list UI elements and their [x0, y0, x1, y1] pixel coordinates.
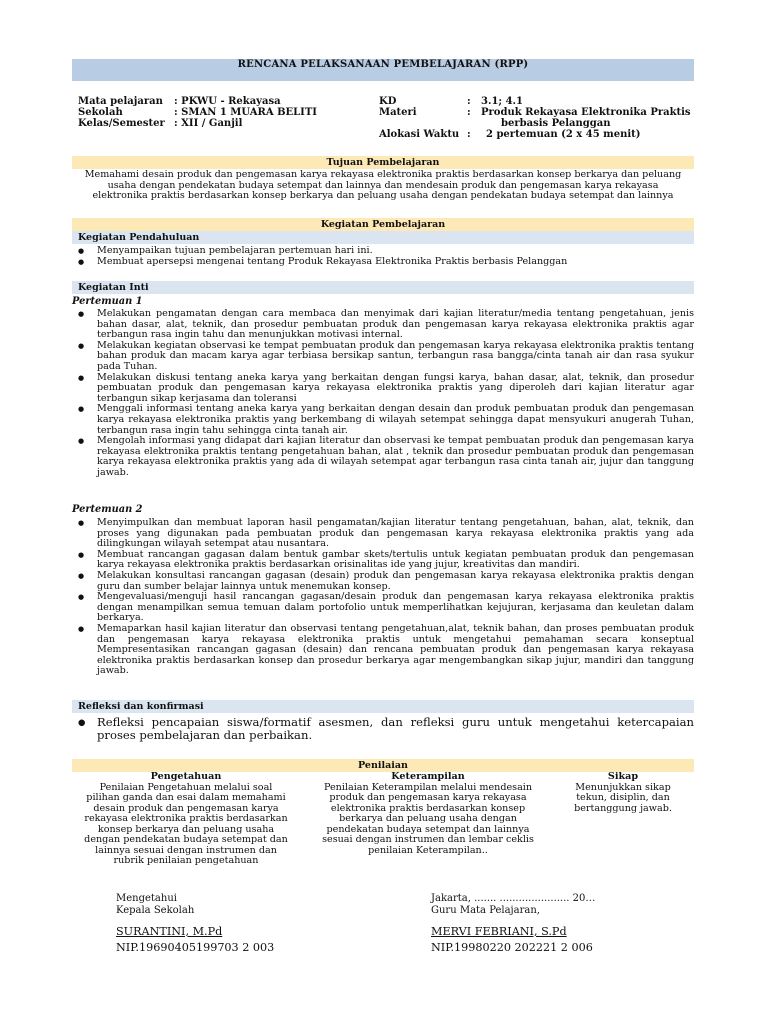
pengetahuan-line: Penilaian Pengetahuan melalui soal	[99, 781, 273, 793]
pengetahuan-line: lainnya sesuai dengan instrumen dan	[95, 844, 277, 856]
pertemuan-1-label: Pertemuan 1	[72, 296, 143, 307]
pengetahuan-heading: Pengetahuan	[150, 771, 222, 782]
keterampilan-line: penilaian Keterampilan..	[368, 844, 488, 856]
info-value: Produk Rekayasa Elektronika Praktis	[481, 107, 691, 118]
info-right	[379, 96, 691, 140]
sikap-line: bertanggung jawab.	[574, 802, 672, 814]
kegiatan-heading: Kegiatan Pembelajaran	[72, 218, 694, 231]
list-item: ● Membuat rancangan gagasan dalam bentuk gambar skets/tertulis untuk kegiatan pembuatan produk dan pengemasan karya rekayasa elektronika praktis berdasarkan orisinalitas ide yang jujur, kreativitas dan mandiri.	[72, 550, 694, 571]
tujuan-line: Memahami desain produk dan pengemasan karya rekayasa elektronika praktis berdasarkan konsep berkarya dan peluang	[84, 169, 682, 180]
keterampilan-heading: Keterampilan	[391, 771, 465, 782]
list-item: ● Membuat apersepsi mengenai tentang Produk Rekayasa Elektronika Praktis berbasis Pelanggan	[72, 257, 694, 268]
pertemuan-2-label: Pertemuan 2	[72, 504, 143, 515]
info-value: 2 pertemuan (2 x 45 menit)	[486, 129, 641, 140]
penilaian-sikap	[552, 772, 694, 814]
signature-line: Kepala Sekolah	[116, 904, 195, 916]
info-row-kd	[379, 96, 691, 107]
info-value: : SMAN 1 MUARA BELITI	[174, 107, 317, 118]
penilaian-pengetahuan	[72, 772, 300, 867]
sikap-heading: Sikap	[607, 771, 639, 782]
info-label: Kelas/Semester	[78, 118, 165, 129]
info-sep: :	[467, 96, 471, 107]
info-sep: :	[467, 129, 471, 140]
tujuan-line: usaha dengan pendekatan budaya setempat dan lainnya dan mendesain produk dan pengemasan karya rekayasa	[107, 179, 659, 191]
tujuan-line: elektronika praktis berdasarkan konsep berkarya dan peluang usaha dengan pendekatan budaya setempat dan lainnya	[92, 190, 674, 202]
signature-name: MERVI FEBRIANI, S.Pd	[431, 925, 567, 938]
info-value: : XII / Ganjil	[174, 118, 243, 129]
signature-nip: NIP.19980220 202221 2 006	[431, 940, 593, 954]
refleksi-heading: Refleksi dan konfirmasi	[72, 700, 694, 713]
pertemuan-2-list	[72, 518, 694, 677]
pengetahuan-line: konsep berkarya dan peluang usaha	[97, 823, 275, 835]
keterampilan-line: elektronika praktis berdasarkan konsep	[330, 802, 526, 814]
signature-line: Guru Mata Pelajaran,	[431, 904, 540, 916]
penilaian-keterampilan	[308, 772, 548, 856]
keterampilan-line: Penilaian Keterampilan melalui mendesain	[323, 781, 533, 793]
list-item: ● Menyampaikan tujuan pembelajaran pertemuan hari ini.	[72, 246, 694, 257]
keterampilan-line: berkarya dan peluang usaha dengan	[339, 813, 517, 824]
info-label: Alokasi Waktu	[379, 129, 460, 140]
info-label: Materi	[379, 107, 417, 118]
pengetahuan-line: desain produk dan pengemasan karya	[93, 802, 279, 814]
signature-kepala-sekolah	[116, 893, 356, 953]
penilaian-heading: Penilaian	[72, 759, 694, 772]
info-value: berbasis Pelanggan	[501, 118, 611, 129]
list-item: ● Mengolah informasi yang didapat dari kajian literatur dan observasi ke tempat pembuatan produk dan pengemasan karya rekayasa elektronika praktis tentang pengetahuan bahan, alat , teknik dan prosedur pembuatan produk dan pengemasan karya rekayasa elektronika praktis yang ada di wilayah setempat agar terbangun rasa cinta tanah air, jujur dan tanggung jawab.	[72, 436, 694, 478]
info-row-sekolah	[78, 107, 317, 118]
signature-line: Mengetahui	[116, 893, 177, 904]
list-item: ● Melakukan diskusi tentang aneka karya yang berkaitan dengan fungsi karya, bahan dasar, alat, teknik, dan prosedur pembuatan produk dan pengemasan karya rekayasa elektronika praktis yang diperoleh dari kajian literatur agar terbangun sikap kerjasama dan toleransi	[72, 373, 694, 405]
info-value: 3.1; 4.1	[481, 96, 523, 107]
keterampilan-line: sesuai dengan instrumen dan lembar ceklis	[322, 834, 534, 845]
tujuan-text	[72, 170, 694, 202]
list-item: ● Melakukan konsultasi rancangan gagasan (desain) produk dan pengemasan karya rekayasa elektronika praktis dengan guru dan sumber belajar lainnya untuk menemukan konsep.	[72, 571, 694, 592]
list-item: ● Melakukan kegiatan observasi ke tempat pembuatan produk dan pengemasan karya rekayasa elektronika praktis tentang bahan produk dan macam karya agar terbiasa bersikap santun, terbangun rasa bangga/cinta tanah air dan rasa syukur pada Tuhan.	[72, 341, 694, 373]
pengetahuan-line: rekayasa elektronika praktis berdasarkan	[84, 813, 288, 824]
list-item: ● Mengevaluasi/menguji hasil rancangan gagasan/desain produk dan pengemasan karya rekayasa elektronika praktis dengan menampilkan semua temuan dalam portofolio untuk memperlihatkan kejujuran, kerjasama dan keuletan dalam berkarya.	[72, 592, 694, 624]
sikap-line: tekun, disiplin, dan	[576, 792, 670, 803]
pengetahuan-line: dengan pendekatan budaya setempat dan	[84, 834, 288, 845]
info-label: KD	[379, 96, 397, 107]
info-label: Sekolah	[78, 107, 123, 118]
pertemuan-1-list	[72, 309, 694, 479]
info-row-mapel	[78, 96, 317, 107]
signature-name: SURANTINI, M.Pd	[116, 925, 223, 938]
info-sep: :	[467, 107, 471, 118]
info-value: : PKWU - Rekayasa	[174, 96, 281, 107]
refleksi-list	[72, 716, 694, 743]
document-title: RENCANA PELAKSANAAN PEMBELAJARAN (RPP)	[72, 59, 694, 81]
pendahuluan-heading: Kegiatan Pendahuluan	[72, 231, 694, 244]
list-item: ● Melakukan pengamatan dengan cara membaca dan menyimak dari kajian literatur/media tentang pengetahuan, jenis bahan dasar, alat, teknik, dan prosedur pembuatan produk dan pengemasan karya rekayasa elektronika praktis agar terbangun rasa ingin tahu dan menunjukkan motivasi internal.	[72, 309, 694, 341]
signature-guru	[431, 893, 691, 953]
list-item: ● Menyimpulkan dan membuat laporan hasil pengamatan/kajian literatur tentang pengetahuan, bahan, alat, teknik, dan proses yang digunakan pada pembuatan produk dan pengemasan karya rekayasa elektronika praktis yang ada dilingkungan wilayah setempat atau nusantara.	[72, 518, 694, 550]
signature-line: Jakarta, ....... ...................... 20…	[431, 893, 596, 904]
info-label: Mata pelajaran	[78, 96, 163, 107]
info-row-alokasi	[379, 129, 691, 140]
inti-heading: Kegiatan Inti	[72, 281, 694, 294]
pengetahuan-line: pilihan ganda dan esai dalam memahami	[86, 792, 286, 803]
info-row-materi-cont	[379, 118, 691, 129]
keterampilan-line: produk dan pengemasan karya rekayasa	[329, 792, 527, 803]
list-item: ● Menggali informasi tentang aneka karya yang berkaitan dengan desain dan produk pembuatan produk dan pengemasan karya rekayasa elektronika praktis yang berkembang di wilayah setempat sehingga dapat mensyukuri anugerah Tuhan, terbangun rasa ingin tahu sehingga cinta tanah air.	[72, 404, 694, 436]
info-row-kelas	[78, 118, 317, 129]
pengetahuan-line: rubrik penilaian pengetahuan	[113, 855, 259, 866]
info-left	[78, 96, 317, 129]
list-item: ● Memaparkan hasil kajian literatur dan observasi tentang pengetahuan,alat, teknik bahan, dan proses pembuatan produk dan pengemasan karya rekayasa elektronika praktis untuk mengetahui pemahaman secara konseptual Mempresentasikan rancangan gagasan (desain) dan rencana pembuatan produk dan pengemasan karya rekayasa elektronika praktis berdasarkan konsep dan prosedur berkarya agar mengembangkan sikap jujur, mandiri dan tanggung jawab.	[72, 624, 694, 677]
keterampilan-line: pendekatan budaya setempat dan lainnya	[326, 823, 530, 835]
pendahuluan-list	[72, 246, 694, 267]
info-row-materi	[379, 107, 691, 118]
signature-nip: NIP.19690405199703 2 003	[116, 940, 275, 954]
tujuan-heading: Tujuan Pembelajaran	[72, 156, 694, 169]
list-item: ● Refleksi pencapaian siswa/formatif asesmen, dan refleksi guru untuk mengetahui ketercapaian proses pembelajaran dan perbaikan.	[72, 716, 694, 743]
sikap-line: Menunjukkan sikap	[575, 781, 671, 793]
